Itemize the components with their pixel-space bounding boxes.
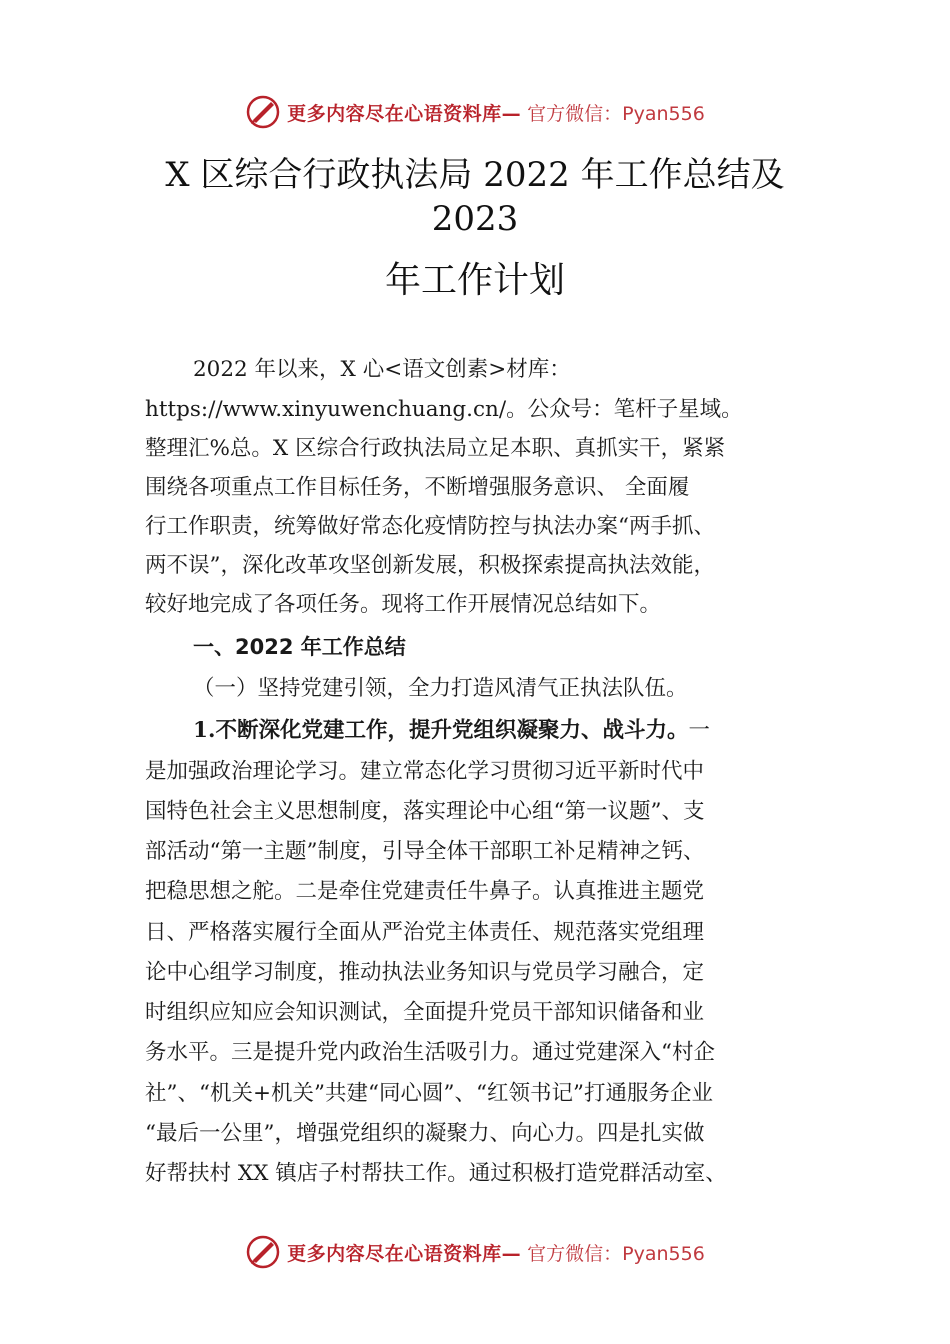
intro-line: 行工作职责，统筹做好常态化疫情防控与执法办案“两手抓、 [145, 514, 715, 539]
body-line: 务水平。三是提升党内政治生活吸引力。通过党建深入“村企 [145, 1040, 715, 1065]
pen-logo-icon [245, 94, 281, 130]
subsection-heading: （一）坚持党建引领，全力打造风清气正执法队伍。 [193, 676, 688, 701]
intro-line: 整理汇%总。X 区综合行政执法局立足本职、真抓实干，紧紧 [145, 436, 726, 461]
item-first-line [193, 716, 873, 746]
intro-line: 较好地完成了各项任务。现将工作开展情况总结如下。 [145, 592, 662, 617]
banner-wechat: 官方微信：Pyan556 [527, 102, 705, 125]
body-line: 是加强政治理论学习。建立常态化学习贯彻习近平新时代中 [145, 759, 705, 784]
body-line: 国特色社会主义思想制度，落实理论中心组“第一议题”、支 [145, 799, 705, 824]
banner-slogan: 更多内容尽在心语资料库— [287, 102, 522, 125]
intro-line: https://www.xinyuwenchuang.cn/。公众号：笔杆子星域。 [145, 397, 743, 422]
body-line: 论中心组学习制度，推动执法业务知识与党员学习融合，定 [145, 960, 705, 985]
body-line: 社”、“机关+机关”共建“同心圆”、“红领书记”打通服务企业 [145, 1081, 713, 1106]
body-line: 日、严格落实履行全面从严治党主体责任、规范落实党组理 [145, 920, 705, 945]
body-line: 把稳思想之舵。二是牵住党建责任牛鼻子。认真推进主题党 [145, 879, 705, 904]
document-title-line2: 2023 [431, 199, 519, 239]
intro-line: 围绕各项重点工作目标任务，不断增强服务意识、 全面履 [145, 475, 690, 500]
pen-logo-icon [245, 1234, 281, 1270]
intro-line: 两不误”，深化改革攻坚创新发展，积极探索提高执法效能， [145, 553, 715, 578]
footer-banner [0, 1230, 950, 1274]
banner-wechat: 官方微信：Pyan556 [527, 1242, 705, 1265]
item-lead-tail: 一 [688, 718, 710, 743]
intro-line: 2022 年以来，X 心<语文创素>材库： [193, 357, 571, 382]
header-banner [0, 90, 950, 134]
body-line: 时组织应知应会知识测试，全面提升党员干部知识储备和业 [145, 1000, 705, 1025]
item-bold-lead: 1.不断深化党建工作，提升党组织凝聚力、战斗力。 [193, 718, 689, 743]
body-line: “最后一公里”，增强党组织的凝聚力、向心力。四是扎实做 [145, 1121, 705, 1146]
body-line: 好帮扶村 XX 镇店子村帮扶工作。通过积极打造党群活动室、 [145, 1161, 727, 1186]
section-heading: 一、2022 年工作总结 [193, 635, 406, 659]
document-title-line3: 年工作计划 [384, 260, 565, 301]
banner-slogan: 更多内容尽在心语资料库— [287, 1242, 522, 1265]
document-title-line1: X 区综合行政执法局 2022 年工作总结及 [165, 155, 785, 195]
body-line: 部活动“第一主题”制度，引导全体干部职工补足精神之钙、 [145, 839, 705, 864]
